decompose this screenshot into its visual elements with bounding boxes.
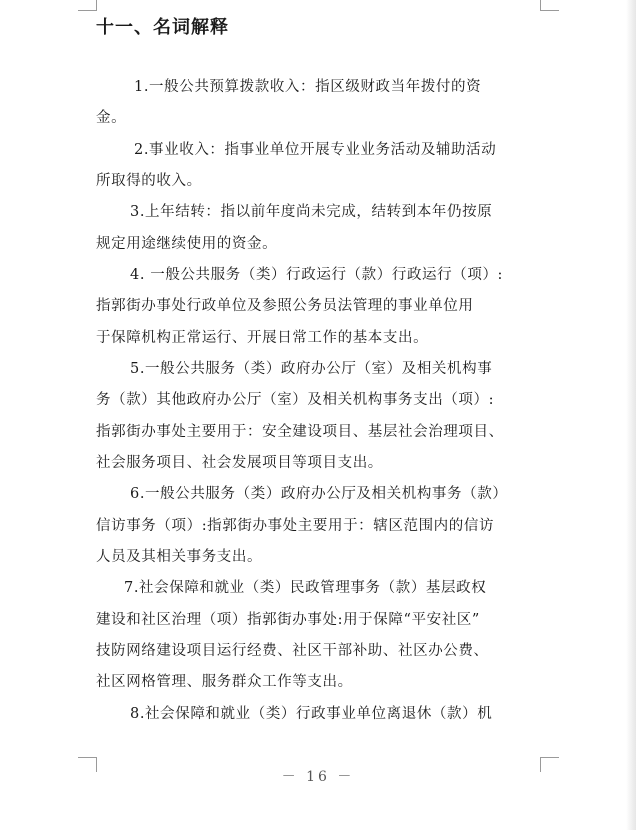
section-heading: 十一、名词解释 — [96, 17, 229, 38]
crop-mark-top-left — [78, 0, 97, 11]
crop-mark-top-right — [540, 0, 559, 11]
page-number: － 16 － — [281, 769, 355, 785]
paragraph-3-line-1: 3.上年结转：指以前年度尚未完成，结转到本年仍按原 — [130, 204, 493, 220]
paragraph-1-line-1: 1.一般公共预算拨款收入：指区级财政当年拨付的资 — [134, 79, 482, 95]
paragraph-2-line-1: 2.事业收入：指事业单位开展专业业务活动及辅助活动 — [134, 142, 497, 158]
paragraph-5-line-3: 指郭街办事处主要用于：安全建设项目、基层社会治理项目、 — [96, 424, 504, 440]
paragraph-5-line-1: 5.一般公共服务（类）政府办公厅（室）及相关机构事 — [130, 361, 493, 377]
paragraph-5-line-4: 社会服务项目、社会发展项目等项目支出。 — [96, 455, 383, 471]
paragraph-2-line-2: 所取得的收入。 — [96, 173, 202, 189]
paragraph-4-line-1: 4. 一般公共服务（类）行政运行（款）行政运行（项）: — [130, 267, 504, 283]
paragraph-4-line-3: 于保障机构正常运行、开展日常工作的基本支出。 — [96, 330, 429, 346]
paragraph-7-line-4: 社区网格管理、服务群众工作等支出。 — [96, 674, 353, 690]
paragraph-3-line-2: 规定用途继续使用的资金。 — [96, 236, 278, 252]
paragraph-1-line-2: 金。 — [96, 110, 127, 126]
paragraph-6-line-2: 信访事务（项）:指郭街办事处主要用于：辖区范围内的信访 — [96, 518, 495, 534]
paragraph-7-line-2: 建设和社区治理（项）指郭街办事处:用于保障“平安社区” — [96, 612, 480, 628]
paragraph-8-line-1: 8.社会保障和就业（类）行政事业单位离退休（款）机 — [130, 706, 493, 722]
paragraph-4-line-2: 指郭街办事处行政单位及参照公务员法管理的事业单位用 — [96, 298, 474, 314]
paragraph-6-line-3: 人员及其相关事务支出。 — [96, 549, 263, 565]
paragraph-7-line-1: 7.社会保障和就业（类）民政管理事务（款）基层政权 — [124, 580, 487, 596]
page-edge-shadow — [626, 0, 636, 830]
paragraph-5-line-2: 务（款）其他政府办公厅（室）及相关机构事务支出（项）: — [96, 392, 495, 408]
paragraph-7-line-3: 技防网络建设项目运行经费、社区干部补助、社区办公费、 — [96, 643, 489, 659]
paragraph-6-line-1: 6.一般公共服务（类）政府办公厅及相关机构事务（款） — [130, 486, 508, 502]
